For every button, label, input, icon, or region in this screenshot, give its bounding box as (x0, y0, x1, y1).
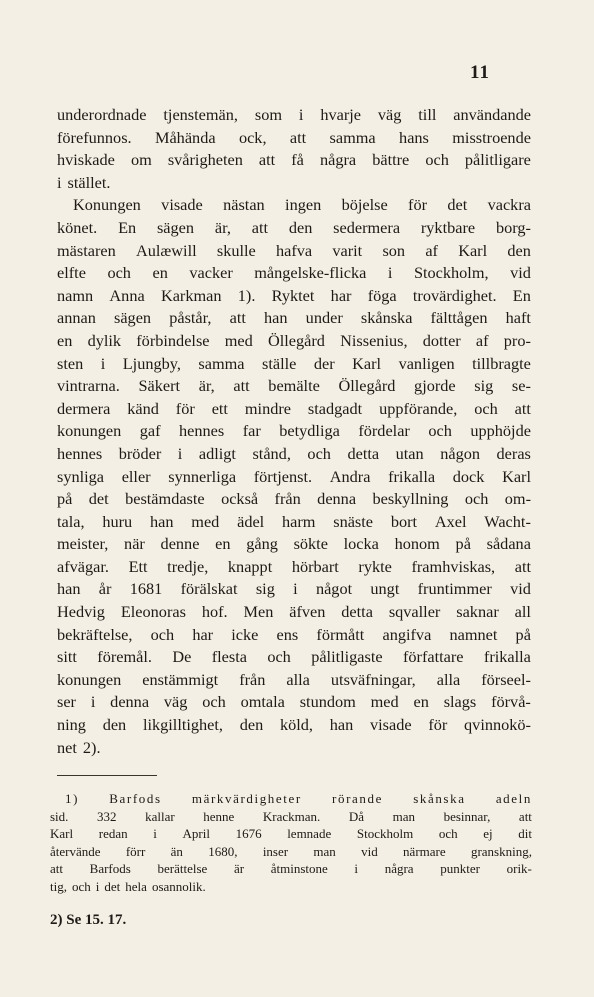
page-number: 11 (470, 62, 490, 83)
body-text-line: han år 1681 förälskat sig i något ungt fruntimmer vid (57, 579, 531, 599)
body-text-line: Konungen visade nästan ingen böjelse för det vackra (73, 195, 531, 215)
body-text-line: afvägar. Ett tredje, knappt hörbart rykte framhviskas, att (57, 556, 531, 576)
footnote-line: återvände förr än 1680, inser man vid närmare granskning, (50, 843, 532, 859)
body-text-line: könet. En sägen är, att den sedermera ryktbare borg- (57, 217, 531, 237)
body-text-line: mästaren Aulæwill skulle hafva varit son af Karl den (57, 240, 531, 260)
footnote-line: 1) Barfods märkvärdigheter rörande skånska adeln (65, 791, 532, 806)
body-text-line: meister, när denne en gång sökte locka honom på sådana (57, 534, 531, 554)
body-text-line: dermera känd för ett mindre stadgadt uppförande, och att (57, 398, 531, 418)
body-text-line: sten i Ljungby, samma ställe der Karl vanligen tillbragte (57, 353, 531, 373)
body-text-line: förefunnos. Måhända ock, att samma hans misstroende (57, 127, 531, 147)
body-text (57, 104, 531, 759)
footnote-line: Karl redan i April 1676 lemnade Stockholm och ej dit (50, 826, 532, 842)
body-text-line: synliga eller synnerliga förtjenst. Andra frikalla dock Karl (57, 466, 531, 486)
body-text-line: tala, huru han med ädel harm snäste bort Axel Wacht- (57, 511, 531, 531)
body-text-line: en dylik förbindelse med Öllegård Nissenius, dotter af pro- (57, 330, 531, 350)
footnote-line: sid. 332 kallar henne Krackman. Då man besinnar, att (50, 808, 532, 824)
footnote-line: tig, och i det hela osannolik. (50, 878, 206, 894)
body-text-line: sitt föremål. De flesta och pålitligaste författare frikalla (57, 647, 531, 667)
body-text-line: namn Anna Karkman 1). Ryktet har föga trovärdighet. En (57, 285, 531, 305)
body-text-line: ser i denna väg och omtala stundom med en slags förvå- (57, 692, 531, 712)
body-text-line: net 2). (57, 737, 101, 757)
body-text-line: konungen gaf hennes far betydliga fördelar och upphöjde (57, 421, 531, 441)
body-text-line: vintrarna. Säkert är, att bemälte Öllegård gjorde sig se- (57, 376, 531, 396)
footnote-2: 2) Se 15. 17. (50, 912, 127, 928)
body-text-line: elfte och en vacker mångelske-flicka i Stockholm, vid (57, 263, 531, 283)
body-text-line: Hedvig Eleonoras hof. Men äfven detta sqvaller saknar all (57, 602, 531, 622)
body-text-line: annan sägen påstår, att han under skånska fälttågen haft (57, 308, 531, 328)
footnote-rule (57, 775, 157, 776)
body-text-line: bekräftelse, och har icke ens förmått angifva namnet på (57, 624, 531, 644)
body-text-line: hennes bröder i adligt stånd, och detta utan någon deras (57, 443, 531, 463)
body-text-line: underordnade tjenstemän, som i hvarje väg till användande (57, 105, 531, 124)
body-text-line: på det bestämdaste också från denna beskyllning och om- (57, 489, 531, 509)
body-text-line: hviskade om svårigheten att få några bättre och pålitligare (57, 150, 531, 170)
body-text-line: i stället. (57, 172, 111, 192)
body-text-line: ning den likgilltighet, den köld, han visade för qvinnokö- (57, 715, 531, 735)
body-text-line: konungen enstämmigt från alla utsväfningar, alla förseel- (57, 669, 531, 689)
footnote-line: att Barfods berättelse är åtminstone i några punkter orik- (50, 861, 532, 877)
footnote (50, 790, 532, 896)
